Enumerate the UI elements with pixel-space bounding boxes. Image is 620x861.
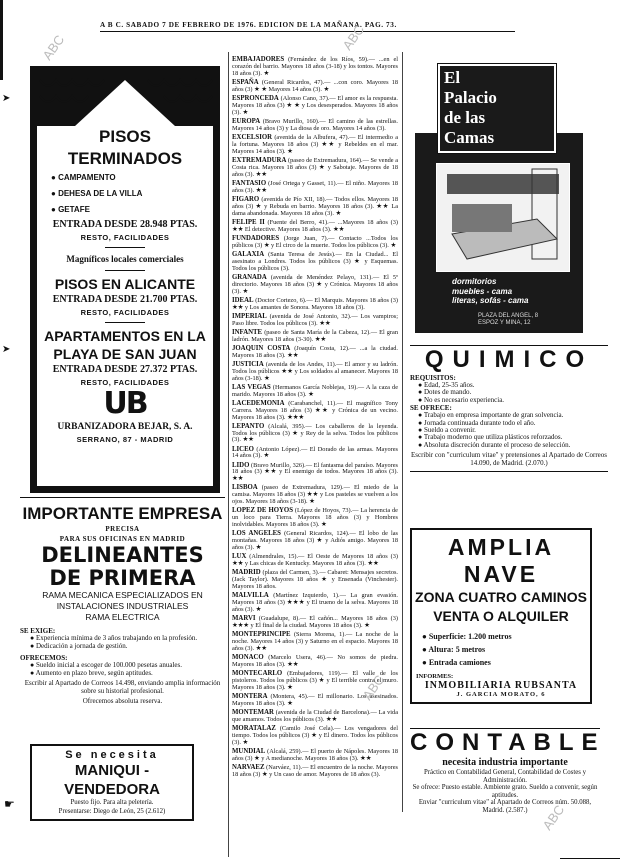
cinema-name: JUSTICIA bbox=[232, 360, 264, 368]
title-line: de las bbox=[444, 108, 486, 127]
bedroom-photo bbox=[436, 163, 570, 272]
apartamentos-title: APARTAMENTOS EN LA bbox=[44, 328, 206, 344]
cinema-program: (avenida de la Ciudad de Barcelona).— La vida que amamos. Todos los públicos (3). ★★ bbox=[232, 709, 398, 724]
ad-title: MANIQUI - VENDEDORA bbox=[64, 762, 160, 798]
cinema-program: (General Ricardos, 47).— ...con coro. Mayores 18 años (3) ★ ★ Mayores 14 años (3). ★ bbox=[232, 78, 398, 93]
cinema-program: (Doctor Cortezo, 6).— El Marquis. Mayores 18 años (3) ★★ y Los amantes de Sonora. Mayores 18 años (3). bbox=[232, 296, 398, 311]
reserva-text: Ofrecemos absoluta reserva. bbox=[82, 697, 163, 705]
entrada-price: ENTRADA DESDE 21.700 PTAS. bbox=[52, 294, 198, 305]
cinema-program: (paseo de Santa María de la Cabeza, 12).— El gran ladrón. Mayores 18 años (3-30). ★★ bbox=[232, 328, 398, 343]
company-name: URBANIZADORA BEJAR, S. A. bbox=[57, 422, 193, 432]
cinema-name: MONTECARLO bbox=[232, 670, 283, 678]
listing-entry bbox=[232, 80, 398, 94]
location-item: ● DEHESA DE LA VILLA bbox=[51, 189, 143, 198]
product-line: dormitorios bbox=[452, 277, 497, 286]
cinema-name: LOPEZ DE HOYOS bbox=[232, 507, 293, 515]
listing-entry bbox=[232, 632, 398, 653]
listing-entry bbox=[232, 197, 398, 218]
cinema-name: IDEAL bbox=[232, 296, 254, 304]
de-primera-title: DE PRIMERA bbox=[49, 566, 196, 590]
title-line: Palacio bbox=[444, 88, 497, 107]
cinema-name: MUNDIAL bbox=[232, 748, 266, 756]
cinema-program: (Fernández de los Ríos, 59).— ...en el corazón del barrio. Mayores 18 años (3-18) y los tontos. Mayores 18 años (3). ★ bbox=[232, 56, 398, 77]
precisa-text: PRECISA bbox=[105, 525, 140, 533]
listing-entry bbox=[232, 57, 398, 78]
cinema-name: MARVI bbox=[232, 615, 256, 623]
apartamentos-title-2: PLAYA DE SAN JUAN bbox=[53, 346, 197, 362]
pisos-title: PISOS bbox=[99, 127, 151, 146]
bed-illustration-icon bbox=[437, 164, 569, 271]
cinema-name: ESPAÑA bbox=[232, 78, 259, 86]
listing-entry bbox=[232, 181, 398, 195]
ad-title: AMPLIA NAVE bbox=[447, 534, 555, 587]
cinema-program: (José Ortega y Gasset, 11).— El niño. Mayores 18 años (3). ★★ bbox=[232, 179, 398, 194]
cinema-name: EXCELSIOR bbox=[232, 133, 273, 141]
cinema-program: (Hermanos García Noblejas, 19).— A la caza de marido. Mayores 18 años (3). ★ bbox=[232, 383, 398, 398]
ofrece-label: SE OFRECE: bbox=[410, 404, 452, 413]
column-divider bbox=[402, 52, 403, 812]
amplia-nave-ad bbox=[410, 528, 592, 704]
listing-entry bbox=[232, 463, 398, 484]
listing-entry bbox=[232, 570, 398, 591]
cinema-program: (Alcalá, 259).— El puerto de Nápoles. Mayores 18 años (3) ★ y A medianoche. Mayores 18 años (3). ★★ bbox=[232, 748, 398, 763]
list-item: ● Sueldo a convenir. bbox=[418, 427, 608, 434]
ad-title: QUIMICO bbox=[424, 346, 594, 373]
cinema-program: (plaza del Carmen, 3).— Cabaret: Mensajes secretos. (Jack Taylor). Mayores 18 años ★ y Ensenada (Vinchester). Mayores 18 años. bbox=[232, 569, 399, 591]
cinema-name: MORATALAZ bbox=[232, 725, 276, 733]
rama-text: RAMA ELECTRICA bbox=[85, 612, 160, 622]
cinema-name: MONTEMAR bbox=[232, 709, 274, 717]
ofrecemos-label: OFRECEMOS: bbox=[20, 654, 68, 662]
list-item: ● Superficie: 1.200 metros bbox=[422, 630, 590, 643]
cinema-program: (avenida de los Andes, 11).— El amor y su ladrón. Todos los públicos ★★ y Los soldados al amanecer. Mayores 18 años (3-18). ★ bbox=[232, 360, 398, 382]
rama-text: INSTALACIONES INDUSTRIALES bbox=[56, 601, 189, 611]
listing-entry bbox=[232, 508, 398, 529]
cinema-name: JOAQUIN COSTA bbox=[232, 344, 291, 352]
scan-edge bbox=[0, 0, 3, 80]
cinema-program: (paseo de Extremadura, 129).— El miedo de la camisa. Mayores 18 años (3) ★★ y Los pasteles se vuelven a los ojos. Mayores 18 años (3-18). ★ bbox=[232, 484, 398, 506]
cinema-name: LOS ANGELES bbox=[232, 530, 281, 538]
cinema-name: LACEDEMONIA bbox=[232, 399, 285, 407]
listing-entry bbox=[232, 236, 398, 250]
cinema-name: EXTREMADURA bbox=[232, 156, 287, 164]
exige-label: SE EXIGE: bbox=[20, 627, 56, 635]
watermark: ABC bbox=[539, 802, 568, 833]
watermark: ABC bbox=[359, 672, 388, 703]
separator bbox=[105, 247, 145, 248]
cinema-program: (Santa Teresa de Jesús).— En la Ciudad... El asesinato a Londres. Todos los públicos (3) ★ y Esquemas. Todos los públicos (3). bbox=[232, 250, 398, 272]
company-address: SERRANO, 87 - MADRID bbox=[76, 435, 174, 444]
cinema-name: MONTERA bbox=[232, 693, 268, 701]
listing-entry bbox=[232, 616, 398, 630]
listing-entry bbox=[232, 385, 398, 399]
palacio-products bbox=[452, 277, 577, 306]
listing-entry bbox=[232, 485, 398, 506]
cinema-name: FUNDADORES bbox=[232, 234, 280, 242]
pisos-title-2: TERMINADOS bbox=[67, 149, 183, 168]
listing-entry bbox=[232, 96, 398, 117]
resto-text: RESTO, FACILIDADES bbox=[80, 308, 170, 317]
ad-address: Presentarse: Diego de León, 25 (2.612) bbox=[58, 807, 166, 815]
cinema-program: (Jorge Juan, 7).— Contacto ...Todos los públicos (3) ★ y El circo de la muerte. Todos los públicos (3). ★ bbox=[232, 234, 398, 249]
cinema-name: INFANTE bbox=[232, 328, 263, 336]
listing-entry bbox=[232, 135, 398, 156]
page-header: A B C. SABADO 7 DE FEBRERO DE 1976. EDICION DE LA MAÑANA. PAG. 73. bbox=[100, 21, 515, 32]
cinema-name: LAS VEGAS bbox=[232, 383, 271, 391]
cinema-name: FANTASIO bbox=[232, 179, 267, 187]
cinema-program: (Alonso Cano, 37).— El amor es la respuesta. Mayores 18 años (3) ★ ★ y Los desesperados. Mayores 18 años (3). ★ bbox=[232, 94, 398, 116]
listing-entry bbox=[232, 158, 398, 179]
list-item: ● No es necesario experiencia. bbox=[418, 397, 608, 404]
listing-entry bbox=[232, 298, 398, 312]
cinema-program: (Alcalá, 395).— Los caballeros de la leyenda. Todos los públicos (3) ★ y Rey de la selva. Todos los públicos (3). ★★ bbox=[232, 422, 398, 444]
cinema-program: (Embajadores, 119).— El valle de los pistoleros. Todos los públicos (3) ★ y El terrible contra el muro. Mayores 18 años (3). ★ bbox=[232, 670, 399, 692]
cinema-name: MONACO bbox=[232, 654, 264, 662]
cinema-program: (Montera, 45).— El millonario. Los asesinados. Mayores 18 años (3). ★ bbox=[232, 693, 398, 708]
cinema-program: (avenida de Pío XII, 18).— Todos ellos. Mayores 18 años (3) ★ y Rebuda en barrio. Mayores 18 años (3). ★★ La dama abandonada. Mayores 18 años (3). ★ bbox=[232, 195, 398, 217]
cinema-program: (López de Hoyos, 73).— La herencia de un loco para Tierra. Mayores 18 años (3) y Hombres inolvidables. Mayores 18 años (3). ★ bbox=[232, 507, 398, 529]
cinema-name: EUROPA bbox=[232, 117, 261, 125]
cinema-name: GRANADA bbox=[232, 273, 267, 281]
listing-entry bbox=[232, 694, 398, 708]
list-item: ● Jornada continuada durante todo el año. bbox=[418, 420, 608, 427]
listing-entry bbox=[232, 424, 398, 445]
cinema-name: MONTEPRINCIPE bbox=[232, 631, 291, 639]
resto-text: RESTO, FACILIDADES bbox=[80, 378, 170, 387]
venta-text: VENTA O ALQUILER bbox=[433, 608, 569, 624]
palacio-address bbox=[478, 313, 538, 327]
cinema-name: MALVILLA bbox=[232, 592, 269, 600]
alicante-title: PISOS EN ALICANTE bbox=[54, 276, 196, 292]
cinema-name: NARVAEZ bbox=[232, 764, 265, 772]
cinema-name: LEPANTO bbox=[232, 422, 265, 430]
title-line: El bbox=[444, 68, 461, 87]
list-item: ● Absoluta discreción durante el proceso de selección. bbox=[418, 442, 608, 449]
ad-text: Enviar "curriculum vitae" al Apartado de Correos núm. 50.088, Madrid. (2.587.) bbox=[418, 799, 592, 814]
cinema-name: EMBAJADORES bbox=[232, 56, 285, 63]
separator bbox=[105, 322, 145, 323]
location-item: ● GETAFE bbox=[51, 205, 90, 214]
separator bbox=[105, 270, 145, 271]
list-item: ● Dotes de mando. bbox=[418, 389, 608, 396]
list-item: ● Edad, 25-35 años. bbox=[418, 382, 608, 389]
listing-entry bbox=[232, 655, 398, 669]
ad-text: Puesto fijo. Para alta peletería. bbox=[70, 799, 154, 806]
company-address: J. GARCIA MORATO, 6 bbox=[456, 691, 546, 698]
cinema-name: LISBOA bbox=[232, 484, 258, 492]
ad-subtitle: necesita industria importante bbox=[442, 757, 568, 768]
title-line: Camas bbox=[444, 128, 495, 147]
se-necesita-text: Se necesita bbox=[65, 749, 159, 761]
cinema-program: (General Ricardos, 124).— El lobo de las montañas. Mayores 18 años (3) ★ y Adiós amigo. Mayores 18 años (3). ★ bbox=[232, 530, 398, 552]
contact-text: Escribir con "curriculum vitae" y pretensiones al Apartado de Correos 14.090, de Madrid. (2.070.) bbox=[410, 452, 608, 472]
list-item: ● Entrada camiones bbox=[422, 656, 590, 669]
ad-text: Práctico en Contabilidad General, Contabilidad de Costes y Administración. bbox=[424, 769, 586, 784]
locales-text: Magníficos locales comerciales bbox=[66, 254, 184, 264]
exige-list bbox=[20, 635, 225, 650]
cinema-name: MADRID bbox=[232, 569, 261, 577]
list-item: ● Dedicación a jornada de gestión. bbox=[30, 643, 225, 651]
list-item: ● Experiencia mínima de 3 años trabajando en la profesión. bbox=[30, 635, 225, 643]
listing-entry bbox=[232, 765, 398, 779]
location-item: ● CAMPAMENTO bbox=[51, 173, 116, 182]
cinema-name: FIGARO bbox=[232, 195, 260, 203]
listing-entry bbox=[232, 330, 398, 344]
entrada-price: ENTRADA DESDE 27.372 PTAS. bbox=[52, 364, 198, 375]
contact-text: Escribir al Apartado de Correos 14.498, enviando amplia información sobre su historial profesional. bbox=[24, 679, 221, 695]
column-divider bbox=[228, 52, 229, 857]
listing-entry bbox=[232, 593, 398, 614]
ad-title: CONTABLE bbox=[410, 729, 606, 756]
importante-empresa-ad bbox=[20, 497, 225, 706]
cinema-program: (Fuente del Berro, 41).— ...Mayores 18 años (3) ★★ El detective. Mayores 18 años (3). ★★ bbox=[232, 218, 399, 233]
margin-hand-icon: ☛ bbox=[4, 797, 15, 811]
company-name: INMOBILIARIA RUBSANTA bbox=[424, 680, 578, 691]
para-text: PARA SUS OFICINAS EN MADRID bbox=[59, 535, 186, 543]
ad-text: Se ofrece: Puesto estable. Ambiente grato. Sueldo a convenir, según aptitudes. bbox=[412, 784, 598, 799]
list-item: ● Trabajo en empresa importante de gran solvencia. bbox=[418, 412, 608, 419]
product-line: literas, sofás - cama bbox=[452, 296, 529, 305]
listing-entry bbox=[232, 346, 398, 360]
cinema-name: ESPRONCEDA bbox=[232, 94, 279, 102]
margin-arrow-icon: ➤ bbox=[2, 93, 11, 104]
listing-entry bbox=[232, 220, 398, 234]
delineantes-title: DELINEANTES bbox=[41, 543, 204, 567]
listing-entry bbox=[232, 362, 398, 383]
cinema-program: (Camilo José Cela).— Los vengadores del tiempo. Todos los públicos (3) ★ y El dinero. Todos los públicos (3). ★ bbox=[232, 725, 398, 747]
cinema-name: LICEO bbox=[232, 445, 254, 453]
resto-text: RESTO, FACILIDADES bbox=[80, 233, 170, 242]
address-line: PLAZA DEL ANGEL, 8 bbox=[478, 313, 539, 319]
informes-label: INFORMES: bbox=[416, 673, 454, 680]
pisos-terminados-ad bbox=[30, 66, 220, 493]
listing-entry bbox=[232, 554, 398, 568]
zona-text: ZONA CUATRO CAMINOS bbox=[415, 589, 587, 605]
listing-entry bbox=[232, 726, 398, 747]
list-item: ● Trabajo moderno que utiliza plásticos reforzados. bbox=[418, 434, 608, 441]
cinema-program: (avenida de Menéndez Pelayo, 131).— El 5º directorio. Mayores 18 años (3) ★ y Crónica. Mayores 18 años (3). ★ bbox=[232, 273, 398, 295]
features-list bbox=[422, 630, 590, 669]
cinema-program: (Bravo Murillo, 160).— El camino de las estrellas. Mayores 14 años (3) y La diosa de oro. Mayores 14 años (3). bbox=[232, 117, 398, 132]
rama-text: RAMA MECANICA ESPECIALIZADOS EN bbox=[42, 590, 203, 600]
ofrece-list bbox=[410, 412, 608, 449]
ad-title: IMPORTANTE EMPRESA bbox=[22, 504, 223, 523]
cinema-program: (Martínez Izquierdo, 1).— La gran evasión. Mayores 18 años (3) ★★★ y El trueno de la selva. Mayores 18 años (3). ★ bbox=[232, 592, 399, 614]
cinema-name: IMPERIAL bbox=[232, 312, 267, 320]
list-item: ● Sueldo inicial a escoger de 100.000 pesetas anuales. bbox=[30, 662, 225, 670]
watermark: ABC bbox=[39, 32, 68, 63]
cinema-listings bbox=[232, 57, 398, 781]
cinema-program: (Marcelo Usera, 46).— No somos de piedra. Mayores 18 años (3). ★★ bbox=[232, 654, 399, 669]
ofrecemos-list bbox=[20, 662, 225, 677]
listing-entry bbox=[232, 749, 398, 763]
listing-entry bbox=[232, 275, 398, 296]
ub-logo: UB bbox=[103, 386, 147, 421]
cinema-name: GALAXIA bbox=[232, 250, 265, 258]
palacio-title bbox=[438, 64, 556, 153]
cinema-program: (Carabanchel, 11).— El magnífico Tony Carrera. Mayores 18 años (3) ★★ y Crónica de un vecino. Mayores 18 años (3). ★★★ bbox=[232, 399, 399, 421]
list-item: ● Altura: 5 metros bbox=[422, 643, 590, 656]
listing-entry bbox=[232, 531, 398, 552]
cinema-name: LUX bbox=[232, 553, 247, 561]
cinema-program: (Bravo Murillo, 326).— El fantasma del paraíso. Mayores 18 años (3) ★★ y El enemigo de todos. Mayores 18 años (3). ★★ bbox=[232, 461, 398, 483]
address-line: ESPOZ Y MINA, 12 bbox=[478, 320, 531, 326]
listing-entry bbox=[232, 671, 398, 692]
listing-entry bbox=[232, 447, 398, 461]
quimico-ad bbox=[410, 345, 608, 472]
product-line: muebles - cama bbox=[452, 286, 513, 296]
cinema-program: (Narváez, 11).— El encuentro de la noche. Mayores 18 años (3) ★ y Un caso de amor. Mayores de 18 años (3). bbox=[232, 764, 399, 779]
cinema-program: (avenida de José Antonio, 32).— Los vampiros; Paso libre. Todos los públicos (3). ★★ bbox=[232, 312, 399, 327]
cinema-program: (paseo de Extremadura, 164).— Se vende a Costa rica. Mayores 18 años (3) ★ y Sabotaje. Mayores de 18 años (3). ★★ bbox=[232, 156, 398, 178]
cinema-name: LIDO bbox=[232, 461, 250, 469]
maniqui-vendedora-ad bbox=[30, 744, 194, 821]
rule bbox=[560, 858, 620, 859]
requisitos-label: REQUISITOS: bbox=[410, 374, 456, 382]
cinema-program: (Guadalupe, 8).— El cañón... Mayores 18 años (3) ★★★ y El final de la ciudad. Mayores 18 años (3). ★ bbox=[232, 615, 398, 630]
list-item: ● Aumento en plazo breve, según aptitudes. bbox=[30, 670, 225, 678]
cinema-program: (Almendrales, 15).— El Oeste de Mayores 18 años (3) ★★ y Las chicas de Kentucky. Mayores 18 años (3). ★★ bbox=[232, 553, 398, 568]
listing-entry bbox=[232, 252, 398, 273]
listing-entry bbox=[232, 401, 398, 422]
cinema-name: FELIPE II bbox=[232, 218, 265, 226]
margin-arrow-icon: ➤ bbox=[2, 344, 11, 355]
listing-entry bbox=[232, 119, 398, 133]
cinema-program: (Antonio López).— El Dorado de las armas. Mayores 14 años (3). ★ bbox=[232, 445, 398, 460]
cinema-program: (Sierra Morena, 1).— La noche de la noche. Mayores 14 años (3) y Saturno en el espacio. Mayores 18 años (3). ★★ bbox=[232, 631, 399, 653]
cinema-program: (Joaquín Costa, 12).— ...a la ciudad. Mayores 18 años (3). ★★ bbox=[232, 344, 398, 359]
requisitos-list bbox=[410, 382, 608, 404]
listing-entry bbox=[232, 710, 398, 724]
listing-entry bbox=[232, 314, 398, 328]
contable-ad bbox=[410, 728, 606, 814]
cinema-program: (avenida de la Albufera, 47).— El intermedio a la fortuna. Mayores 18 años (3) ★★ y Rebeldes en el mar. Mayores 14 años (3). ★ bbox=[232, 133, 398, 155]
entrada-price: ENTRADA DESDE 28.948 PTAS. bbox=[52, 219, 198, 230]
watermark: ABC bbox=[339, 22, 368, 53]
